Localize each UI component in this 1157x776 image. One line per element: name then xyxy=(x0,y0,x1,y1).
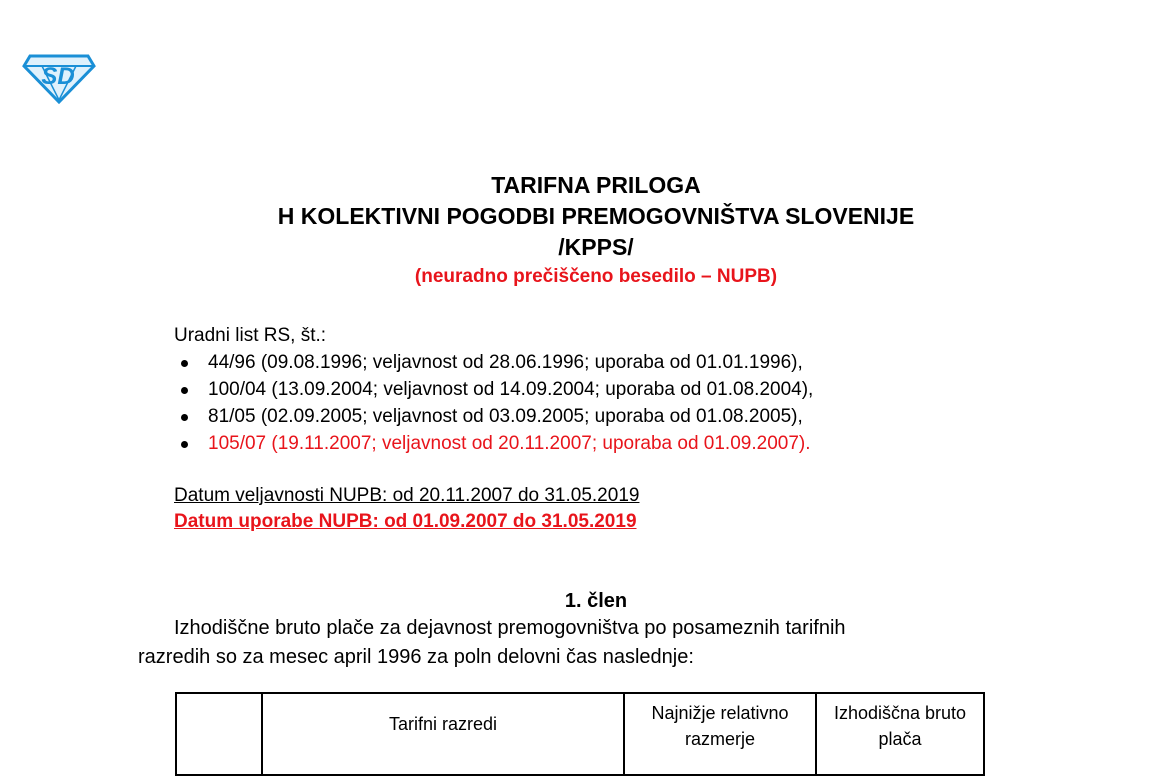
gazette-item-latest: 105/07 (19.11.2007; veljavnost od 20.11.2007; uporaba od 01.09.2007). xyxy=(174,430,813,457)
company-logo xyxy=(22,50,96,104)
title-line-1: TARIFNA PRILOGA xyxy=(491,172,701,198)
gazette-references xyxy=(174,322,813,457)
table-header-cell xyxy=(624,693,816,775)
header-tariff-classes: Tarifni razredi xyxy=(388,714,498,734)
article-text-line-1: Izhodiščne bruto plače za dejavnost premogovništva po posameznih tarifnih xyxy=(174,617,846,639)
logo-lettering: SD xyxy=(41,63,75,90)
nupb-dates xyxy=(174,483,639,535)
table-header-cell xyxy=(262,693,624,775)
header-min-ratio: Najnižje relativno razmerje xyxy=(651,703,789,749)
header-base-salary: Izhodiščna bruto plača xyxy=(833,703,967,749)
title-line-3: /KPPS/ xyxy=(558,234,634,260)
sd-diamond-logo-icon xyxy=(22,50,96,104)
gazette-item: 44/96 (09.08.1996; veljavnost od 28.06.1996; uporaba od 01.01.1996), xyxy=(174,349,813,376)
tariff-table xyxy=(175,692,985,776)
gazette-heading: Uradni list RS, št.: xyxy=(174,325,327,346)
table-header-cell xyxy=(816,693,984,775)
gazette-item: 100/04 (13.09.2004; veljavnost od 14.09.2004; uporaba od 01.08.2004), xyxy=(174,376,813,403)
validity-date: Datum veljavnosti NUPB: od 20.11.2007 do 31.05.2019 xyxy=(174,485,640,506)
table-header-row xyxy=(176,693,984,775)
gazette-item: 81/05 (02.09.2005; veljavnost od 03.09.2005; uporaba od 01.08.2005), xyxy=(174,403,813,430)
document-subtitle: (neuradno prečiščeno besedilo – NUPB) xyxy=(414,266,778,287)
title-line-2: H KOLEKTIVNI POGODBI PREMOGOVNIŠTVA SLOVENIJE xyxy=(277,203,915,229)
article-heading: 1. člen xyxy=(564,590,628,612)
article-body xyxy=(138,614,1020,672)
article-text-line-2: razredih so za mesec april 1996 za poln delovni čas naslednje: xyxy=(138,646,694,668)
table-header-cell-empty xyxy=(176,693,262,775)
document-title xyxy=(0,170,1157,291)
gazette-list xyxy=(174,349,813,457)
application-date: Datum uporabe NUPB: od 01.09.2007 do 31.05.2019 xyxy=(174,511,637,532)
